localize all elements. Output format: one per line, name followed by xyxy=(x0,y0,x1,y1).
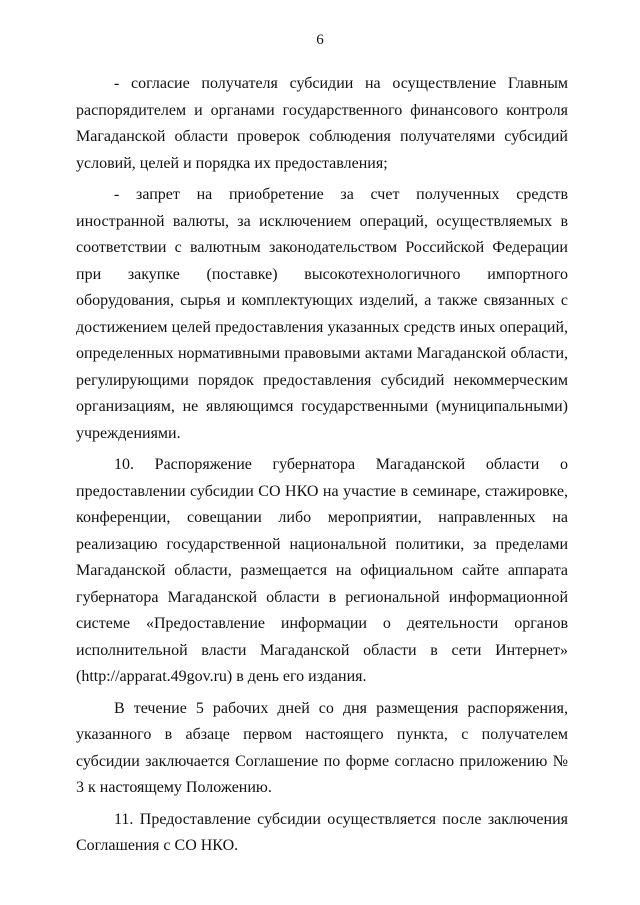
document-body xyxy=(76,71,568,860)
paragraph-agreement-term: В течение 5 рабочих дней со дня размещения распоряжения, указанного в абзаце первом настоящего пункта, с получателем субсидии заключается Соглашение по форме согласно приложению № 3 к настоящему Положению. xyxy=(76,699,568,796)
paragraph-consent: - согласие получателя субсидии на осуществление Главным распорядителем и органами государственного финансового контроля Магаданской области проверок соблюдения получателями субсидий условий, целей и порядка их предоставления; xyxy=(76,75,568,172)
paragraph-item-10: 10. Распоряжение губернатора Магаданской области о предоставлении субсидии СО НКО на участие в семинаре, стажировке, конференции, совещании либо мероприятии, направленных на реализацию государственной национальной политики, за пределами Магаданской области, размещается на официальном сайте аппарата губернатора Магаданской области в региональной информационной системе «Предоставление информации о деятельности органов исполнительной власти Магаданской области в сети Интернет» (http://apparat.49gov.ru) в день его издания. xyxy=(76,456,568,685)
paragraph-currency-ban: - запрет на приобретение за счет полученных средств иностранной валюты, за исключением операций, осуществляемых в соответствии с валютным законодательством Российской Федерации при закупке (поставке) высокотехнологичного импортного оборудования, сырья и комплектующих изделий, а также связанных с достижением целей предоставления указанных средств иных операций, определенных нормативными правовыми актами Магаданской области, регулирующими порядок предоставления субсидий некоммерческим организациям, не являющимся государственными (муниципальными) учреждениями. xyxy=(76,186,568,442)
page-number: 6 xyxy=(316,32,324,48)
paragraph-item-11: 11. Предоставление субсидии осуществляется после заключения Соглашения с СО НКО. xyxy=(76,810,568,854)
